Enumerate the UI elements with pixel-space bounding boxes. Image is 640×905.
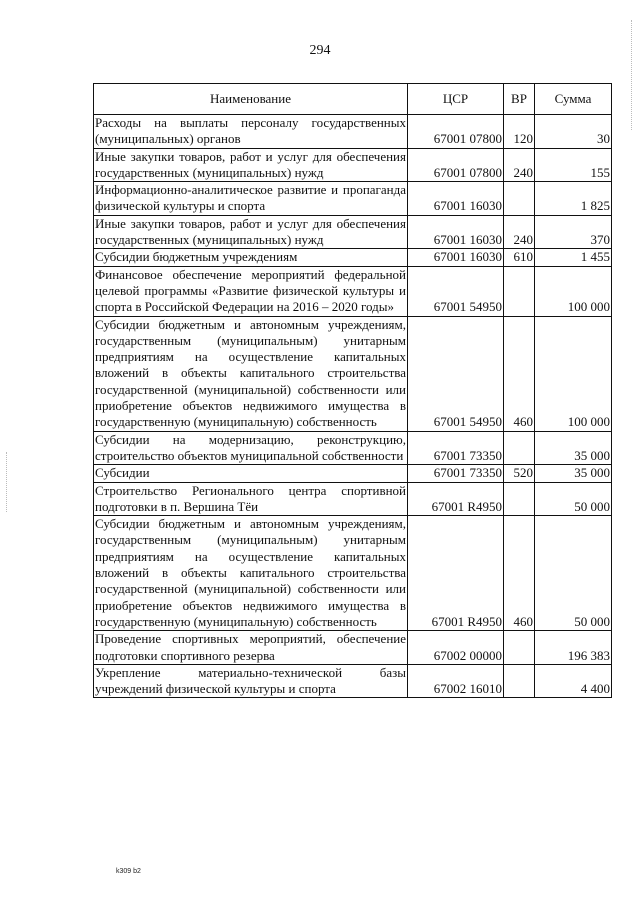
row-name: Иные закупки товаров, работ и услуг для обеспечения государственных (муниципальных) нужд	[95, 215, 406, 248]
row-sum: 50 000	[535, 516, 612, 631]
row-vr: 610	[504, 249, 535, 266]
row-name: Строительство Регионального центра спортивной подготовки в п. Вершина Тёи	[95, 482, 406, 514]
header-csr: ЦСР	[408, 84, 504, 115]
row-csr: 67001 73350	[408, 465, 504, 482]
row-sum: 100 000	[535, 266, 612, 316]
table-row	[94, 631, 612, 665]
row-sum: 35 000	[535, 465, 612, 482]
budget-table	[93, 83, 612, 698]
table-row	[94, 664, 612, 698]
header-name: Наименование	[94, 84, 408, 115]
row-csr: 67001 16030	[408, 249, 504, 266]
row-csr: 67001 07800	[408, 148, 504, 182]
table-row	[94, 182, 612, 216]
row-csr: 67001 07800	[408, 115, 504, 149]
row-csr: 67001 54950	[408, 266, 504, 316]
table-row	[94, 431, 612, 465]
row-name: Иные закупки товаров, работ и услуг для обеспечения государственных (муниципальных) нужд	[95, 148, 406, 180]
row-name: Субсидии бюджетным и автономным учреждениям, государственным (муниципальным) унитарным предприятиям на осуществление капитальных вложений в объекты капитального строительства государственной (муниципальной) собственности или приобретение объектов недвижимого имущества в государственную (муниципальную) собственность	[95, 516, 406, 629]
row-csr: 67001 16030	[408, 215, 504, 249]
row-vr: 460	[504, 316, 535, 431]
footer-code: k309 b2	[116, 868, 141, 875]
row-name: Укрепление материально-технической базы учреждений физической культуры и спорта	[95, 664, 406, 697]
right-margin-mark	[631, 20, 633, 130]
row-sum: 370	[535, 215, 612, 249]
table-row	[94, 215, 612, 249]
table-row	[94, 148, 612, 182]
row-sum: 4 400	[535, 664, 612, 698]
row-name: Проведение спортивных мероприятий, обеспечение подготовки спортивного резерва	[95, 631, 406, 663]
row-csr: 67002 16010	[408, 664, 504, 698]
table-row	[94, 266, 612, 316]
row-vr: 120	[504, 115, 535, 149]
row-sum: 35 000	[535, 431, 612, 465]
row-vr: 460	[504, 516, 535, 631]
row-vr	[504, 266, 535, 316]
row-vr: 520	[504, 465, 535, 482]
row-name: Финансовое обеспечение мероприятий федеральной целевой программы «Развитие физической культуры и спорта в Российской Федерации на 2016 – 2020 годы»	[95, 266, 406, 315]
row-sum: 155	[535, 148, 612, 182]
left-margin-mark	[6, 452, 8, 512]
row-csr: 67001 R4950	[408, 516, 504, 631]
row-name: Субсидии	[94, 465, 408, 482]
row-sum: 1 825	[535, 182, 612, 216]
row-sum: 1 455	[535, 249, 612, 266]
row-name: Субсидии на модернизацию, реконструкцию, строительство объектов муниципальной собственности	[95, 431, 406, 463]
row-csr: 67002 00000	[408, 631, 504, 665]
table-row	[94, 465, 612, 482]
row-vr	[504, 631, 535, 665]
table-row	[94, 249, 612, 266]
row-vr: 240	[504, 148, 535, 182]
row-name: Информационно-аналитическое развитие и пропаганда физической культуры и спорта	[95, 182, 406, 214]
row-name: Субсидии бюджетным и автономным учреждениям, государственным (муниципальным) унитарным предприятиям на осуществление капитальных вложений в объекты капитального строительства государственной (муниципальной) собственности или приобретение объектов недвижимого имущества в государственную (муниципальную) собственность	[95, 316, 406, 430]
row-sum: 100 000	[535, 316, 612, 431]
table-row	[94, 516, 612, 631]
header-vr: ВР	[504, 84, 535, 115]
table-header-row	[94, 84, 612, 115]
row-sum: 50 000	[535, 482, 612, 516]
row-sum: 30	[535, 115, 612, 149]
row-csr: 67001 16030	[408, 182, 504, 216]
row-sum: 196 383	[535, 631, 612, 665]
row-csr: 67001 54950	[408, 316, 504, 431]
table-row	[94, 482, 612, 516]
row-csr: 67001 R4950	[408, 482, 504, 516]
row-vr	[504, 482, 535, 516]
row-name: Расходы на выплаты персоналу государственных (муниципальных) органов	[95, 115, 406, 147]
row-vr	[504, 664, 535, 698]
table-row	[94, 115, 612, 149]
row-name: Субсидии бюджетным учреждениям	[94, 249, 408, 266]
row-vr	[504, 431, 535, 465]
row-csr: 67001 73350	[408, 431, 504, 465]
page-number: 294	[309, 43, 331, 58]
row-vr: 240	[504, 215, 535, 249]
table-row	[94, 316, 612, 431]
row-vr	[504, 182, 535, 216]
header-sum: Сумма	[535, 84, 612, 115]
